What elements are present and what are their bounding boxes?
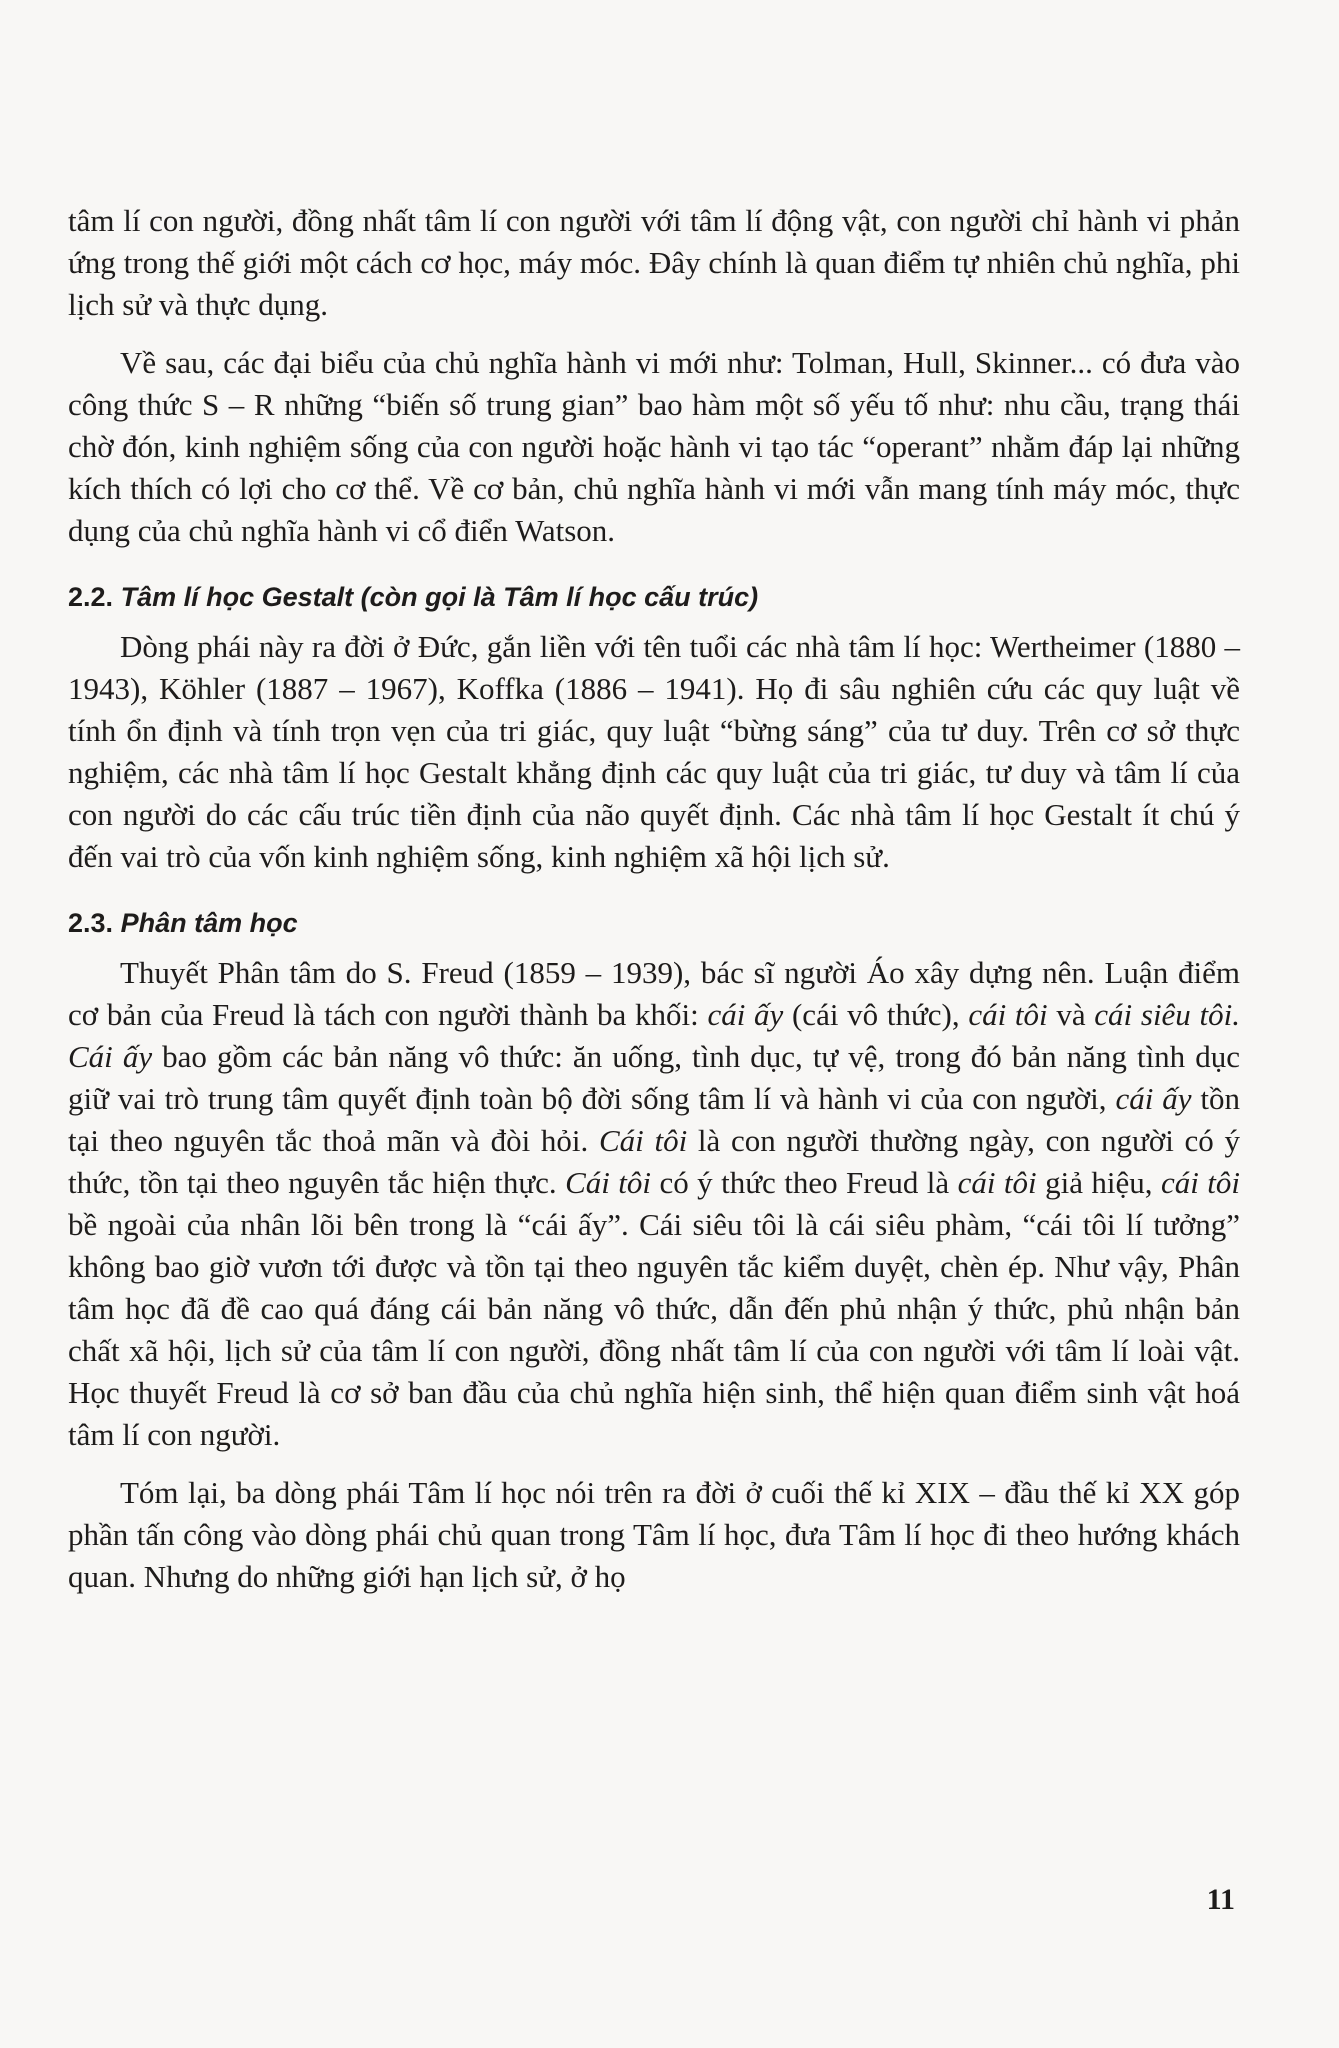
text-run: bao gồm các bản năng vô thức: ăn uống, tình dục, tự vệ, trong đó bản năng tình dục giữ vai trò trung tâm quyết định toàn bộ đời sống tâm lí và hành vi của con người, — [68, 1039, 1240, 1116]
section-heading-gestalt — [68, 576, 1240, 618]
emphasis-term: cái tôi — [968, 997, 1048, 1032]
text-run: giả hiệu, — [1036, 1165, 1161, 1200]
text-run: có ý thức theo Freud là — [651, 1165, 958, 1200]
section-number: 2.3. — [68, 908, 114, 938]
emphasis-term: Cái tôi — [598, 1123, 688, 1158]
section-heading-psychoanalysis — [68, 902, 1240, 944]
emphasis-term: cái ấy — [1115, 1081, 1192, 1116]
text-run: và — [1047, 997, 1095, 1032]
paragraph-psychoanalysis — [68, 952, 1240, 1456]
page-content — [68, 200, 1240, 1598]
paragraph-neo-behaviorism: Về sau, các đại biểu của chủ nghĩa hành vi mới như: Tolman, Hull, Skinner... có đưa vào công thức S – R những “biến số trung gian” bao hàm một số yếu tố như: nhu cầu, trạng thái chờ đón, kinh nghiệm sống của con người hoặc hành vi tạo tác “operant” nhằm đáp lại những kích thích có lợi cho cơ thể. Về cơ bản, chủ nghĩa hành vi mới vẫn mang tính máy móc, thực dụng của chủ nghĩa hành vi cổ điển Watson. — [68, 345, 1240, 548]
text-run: bề ngoài của nhân lõi bên trong là “cái ấy”. Cái siêu tôi là cái siêu phàm, “cái tôi lí tưởng” không bao giờ vươn tới được và tồn tại theo nguyên tắc kiểm duyệt, chèn ép. Như vậy, Phân tâm học đã đề cao quá đáng cái bản năng vô thức, dẫn đến phủ nhận ý thức, phủ nhận bản chất xã hội, lịch sử của tâm lí con người, đồng nhất tâm lí của con người với tâm lí loài vật. Học thuyết Freud là cơ sở ban đầu của chủ nghĩa hiện sinh, thể hiện quan điểm sinh vật hoá tâm lí con người. — [68, 1207, 1240, 1452]
emphasis-term: cái ấy — [707, 997, 784, 1032]
page-number: 11 — [1206, 1883, 1235, 1916]
emphasis-term: cái tôi — [1160, 1165, 1240, 1200]
emphasis-term: Cái tôi — [565, 1165, 652, 1200]
section-title: Tâm lí học Gestalt (còn gọi là Tâm lí học cấu trúc) — [120, 582, 759, 612]
emphasis-term: cái tôi — [957, 1165, 1037, 1200]
paragraph-behaviorism-end: tâm lí con người, đồng nhất tâm lí con người với tâm lí động vật, con người chỉ hành vi phản ứng trong thế giới một cách cơ học, máy móc. Đây chính là quan điểm tự nhiên chủ nghĩa, phi lịch sử và thực dụng. — [68, 203, 1240, 322]
paragraph-summary: Tóm lại, ba dòng phái Tâm lí học nói trên ra đời ở cuối thế kỉ XIX – đầu thế kỉ XX góp phần tấn công vào dòng phái chủ quan trong Tâm lí học, đưa Tâm lí học đi theo hướng khách quan. Nhưng do những giới hạn lịch sử, ở họ — [68, 1475, 1240, 1594]
emphasis-term: cái siêu tôi. — [1094, 997, 1240, 1032]
text-run: (cái vô thức), — [783, 997, 969, 1032]
paragraph-gestalt: Dòng phái này ra đời ở Đức, gắn liền với tên tuổi các nhà tâm lí học: Wertheimer (1880 – 1943), Köhler (1887 – 1967), Koffka (1886 – 1941). Họ đi sâu nghiên cứu các quy luật về tính ổn định và tính trọn vẹn của tri giác, quy luật “bừng sáng” của tư duy. Trên cơ sở thực nghiệm, các nhà tâm lí học Gestalt khẳng định các quy luật của tri giác, tư duy và tâm lí của con người do các cấu trúc tiền định của não quyết định. Các nhà tâm lí học Gestalt ít chú ý đến vai trò của vốn kinh nghiệm sống, kinh nghiệm xã hội lịch sử. — [68, 629, 1240, 874]
emphasis-term: Cái ấy — [68, 1039, 153, 1074]
section-number: 2.2. — [68, 582, 114, 612]
text-run: Thuyết Phân tâm do S. Freud (1859 – 1939), bác sĩ người Áo xây dựng nên. Luận điểm cơ bản của Freud là tách con người thành ba khối: — [68, 955, 1240, 1032]
text-run: là con người thường ngày, con người có ý thức, tồn tại theo nguyên tắc hiện thực. — [68, 1123, 1240, 1200]
text-run: tồn tại theo nguyên tắc thoả mãn và đòi hỏi. — [68, 1081, 1241, 1158]
section-title: Phân tâm học — [120, 908, 298, 938]
